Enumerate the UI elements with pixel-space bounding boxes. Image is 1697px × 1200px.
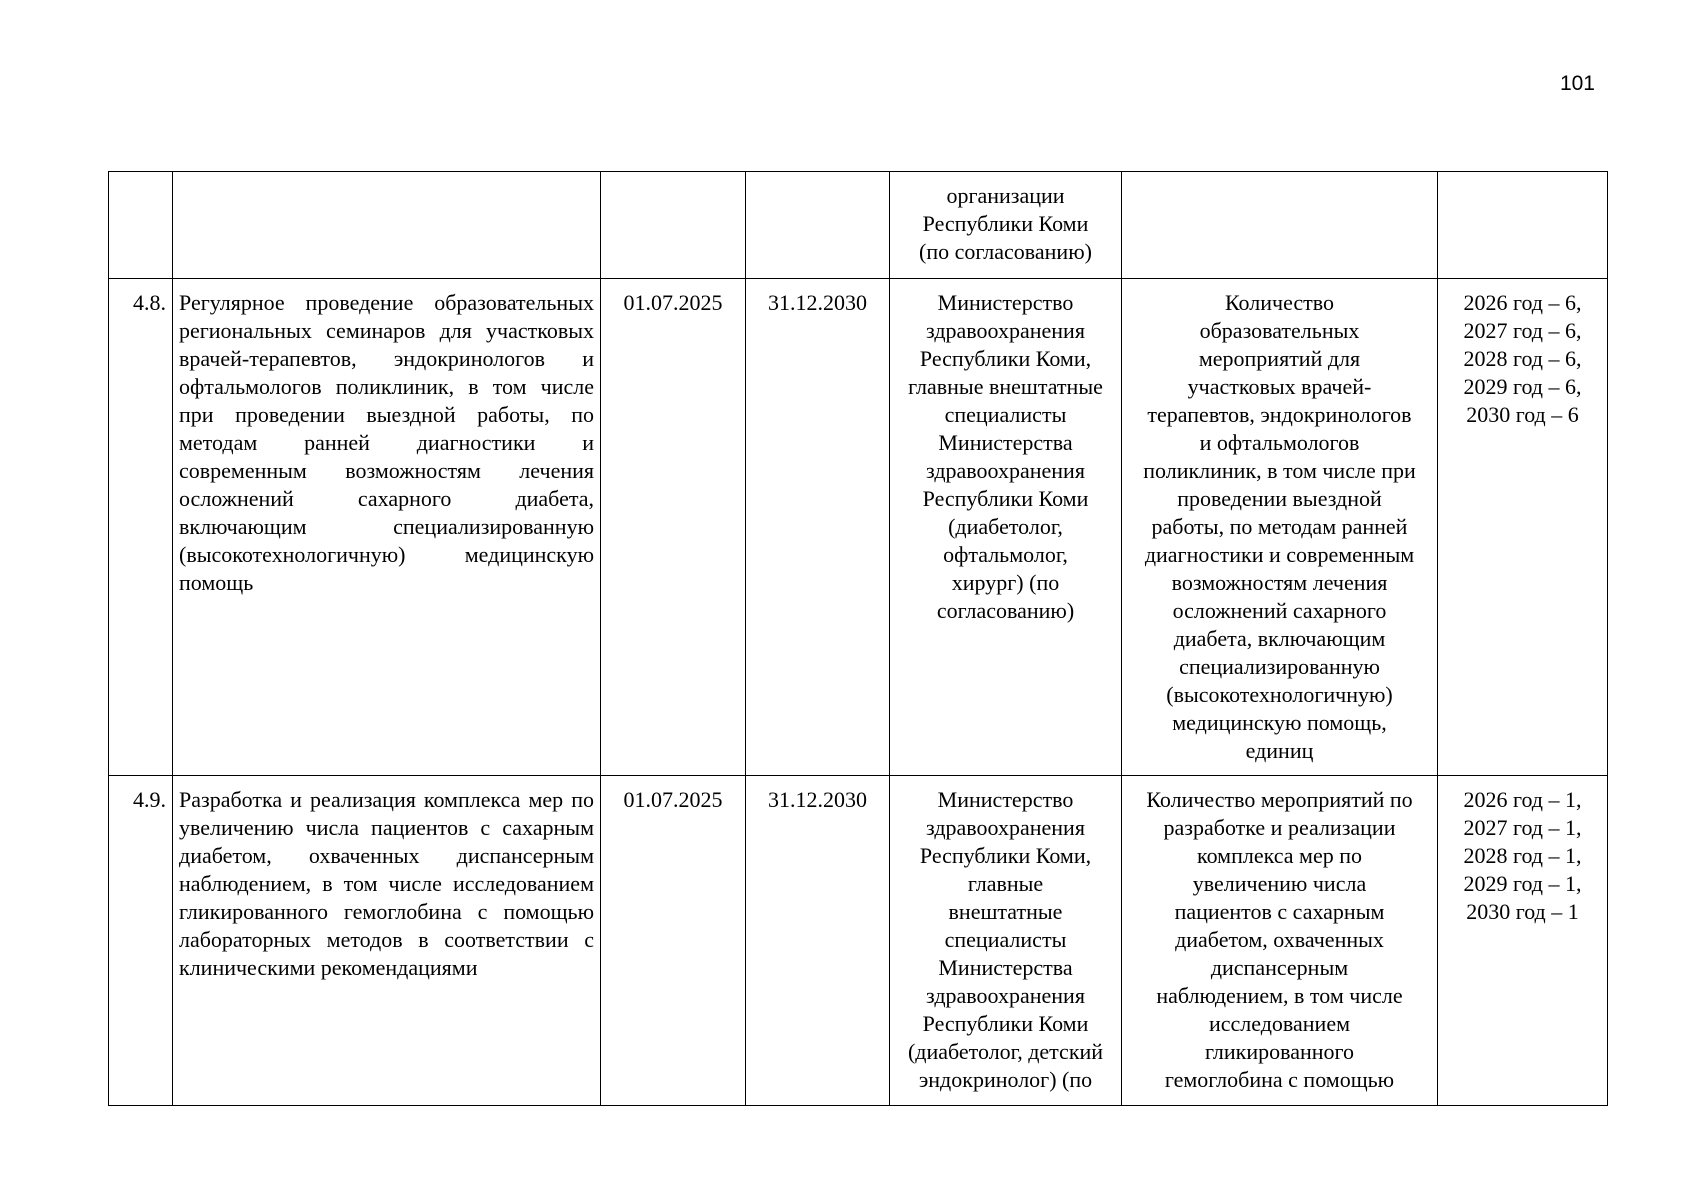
cell-line: 2029 год – 1,: [1463, 871, 1582, 896]
cell-line: терапевтов, эндокринологов: [1147, 402, 1412, 427]
cell-line: главные: [967, 871, 1044, 896]
cell-line: Республики Коми: [922, 1011, 1089, 1036]
cell-line: возможностям лечения: [1171, 570, 1388, 595]
cell-line: Министерство: [937, 787, 1074, 812]
cell-line: мероприятий для: [1198, 346, 1361, 371]
measures-table: [108, 171, 1608, 1106]
responsible-executors: [890, 776, 1122, 1106]
responsible-executors: [890, 172, 1122, 279]
cell-line: специалисты: [944, 927, 1067, 952]
cell-line: внештатные: [948, 899, 1063, 924]
cell-line: и офтальмологов: [1199, 430, 1360, 455]
table-row: [109, 776, 1608, 1106]
cell-line: (диабетолог, детский: [907, 1039, 1104, 1064]
indicator: [1122, 776, 1438, 1106]
end-date: 31.12.2030: [746, 776, 890, 1106]
cell-line: разработке и реализации: [1163, 815, 1396, 840]
yearly-values: [1438, 172, 1608, 279]
row-number: 4.8.: [109, 279, 173, 776]
cell-line: главные внештатные: [908, 374, 1103, 399]
cell-line: 2029 год – 6,: [1463, 374, 1582, 399]
cell-line: эндокринолог) (по: [918, 1067, 1093, 1092]
cell-line: здравоохранения: [926, 458, 1085, 483]
cell-line: офтальмолог,: [943, 542, 1068, 567]
cell-line: комплекса мер по: [1197, 843, 1362, 868]
end-date: 31.12.2030: [746, 279, 890, 776]
cell-line: Республики Коми,: [919, 346, 1092, 371]
cell-line: осложнений сахарного: [1172, 598, 1387, 623]
page-number: 101: [1559, 72, 1595, 95]
cell-line: проведении выездной: [1177, 486, 1382, 511]
cell-line: поликлиник, в том числе при: [1143, 458, 1416, 483]
cell-line: 2027 год – 1,: [1463, 815, 1582, 840]
cell-line: медицинскую помощь,: [1172, 710, 1387, 735]
cell-line: Республики Коми: [922, 211, 1089, 236]
cell-line: участковых врачей-: [1187, 374, 1372, 399]
indicator: [1122, 279, 1438, 776]
end-date: [746, 172, 890, 279]
cell-line: диспансерным: [1210, 955, 1349, 980]
yearly-values: [1438, 776, 1608, 1106]
cell-line: 2028 год – 1,: [1463, 843, 1582, 868]
cell-line: 2026 год – 6,: [1463, 290, 1582, 315]
row-number: 4.9.: [109, 776, 173, 1106]
cell-line: специалисты: [944, 402, 1067, 427]
measure-description: Регулярное проведение образовательных региональных семинаров для участковых врачей-терапевтов, эндокринологов и офтальмологов поликлиник, в том числе при проведении выездной работы, по методам ранней диагностики и современным возможностям лечения осложнений сахарного диабета, включающим специализированную (высокотехнологичную) медицинскую помощь: [173, 279, 601, 776]
table-row: [109, 279, 1608, 776]
start-date: 01.07.2025: [601, 776, 746, 1106]
cell-line: единиц: [1245, 738, 1314, 763]
cell-line: 2030 год – 6: [1466, 402, 1579, 427]
cell-line: Республики Коми: [922, 486, 1089, 511]
cell-line: здравоохранения: [926, 318, 1085, 343]
cell-line: гемоглобина с помощью: [1164, 1067, 1395, 1092]
cell-line: специализированную: [1179, 654, 1380, 679]
cell-line: Количество: [1224, 290, 1335, 315]
cell-line: наблюдением, в том числе: [1156, 983, 1403, 1008]
indicator: [1122, 172, 1438, 279]
cell-line: (высокотехнологичную): [1166, 682, 1393, 707]
cell-line: (по согласованию): [919, 239, 1092, 264]
yearly-values: [1438, 279, 1608, 776]
cell-line: Количество мероприятий по: [1146, 787, 1413, 812]
cell-line: Министерства: [938, 430, 1073, 455]
cell-line: организации: [946, 183, 1065, 208]
cell-line: 2026 год – 1,: [1463, 787, 1582, 812]
table-row-continuation: [109, 172, 1608, 279]
cell-line: увеличению числа: [1192, 871, 1367, 896]
cell-line: 2027 год – 6,: [1463, 318, 1582, 343]
cell-line: исследованием: [1208, 1011, 1351, 1036]
cell-line: диагностики и современным: [1144, 542, 1415, 567]
cell-line: гликированного: [1204, 1039, 1354, 1064]
start-date: 01.07.2025: [601, 279, 746, 776]
cell-line: хирург) (по: [951, 570, 1060, 595]
measure-description: Разработка и реализация комплекса мер по увеличению числа пациентов с сахарным диабетом, охваченных диспансерным наблюдением, в том числе исследованием гликированного гемоглобина с помощью лабораторных методов в соответствии с клиническими рекомендациями: [173, 776, 601, 1106]
cell-line: согласованию): [936, 598, 1075, 623]
cell-line: работы, по методам ранней: [1151, 514, 1408, 539]
cell-line: 2030 год – 1: [1466, 899, 1579, 924]
cell-line: образовательных: [1199, 318, 1360, 343]
cell-line: диабета, включающим: [1173, 626, 1386, 651]
responsible-executors: [890, 279, 1122, 776]
row-number: [109, 172, 173, 279]
cell-line: пациентов с сахарным: [1174, 899, 1385, 924]
cell-line: диабетом, охваченных: [1175, 927, 1384, 952]
cell-line: Министерство: [937, 290, 1074, 315]
start-date: [601, 172, 746, 279]
cell-line: 2028 год – 6,: [1463, 346, 1582, 371]
measure-description: [173, 172, 601, 279]
cell-line: Министерства: [938, 955, 1073, 980]
cell-line: здравоохранения: [926, 983, 1085, 1008]
cell-line: Республики Коми,: [919, 843, 1092, 868]
cell-line: (диабетолог,: [948, 514, 1063, 539]
cell-line: здравоохранения: [926, 815, 1085, 840]
